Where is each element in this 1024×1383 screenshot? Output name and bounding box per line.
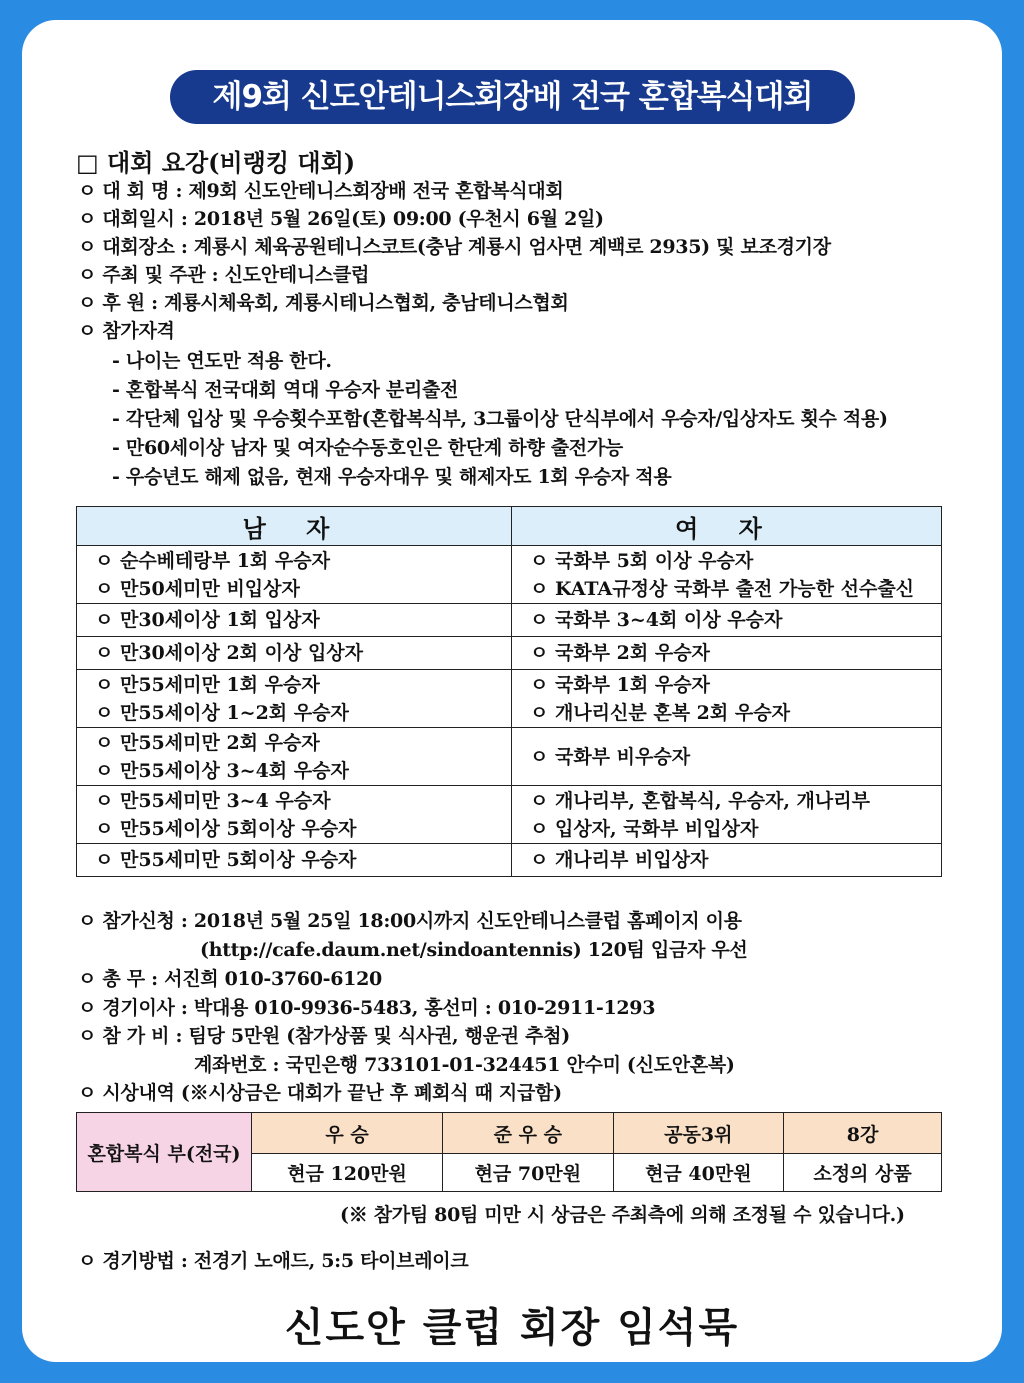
prize-value: 현금 70만원 (443, 1154, 614, 1192)
directors-info: ㅇ 경기이사 : 박대용 010-9936-5483, 홍선미 : 010-2911-1293 (78, 997, 656, 1019)
info-sponsor: ㅇ 후 원 : 계룡시체육회, 계룡시테니스협회, 충남테니스협회 (78, 292, 569, 314)
prize-heading: ㅇ 시상내역 (※시상금은 대회가 끝난 후 폐회식 때 지급함) (78, 1082, 562, 1104)
info-venue: ㅇ 대회장소 : 계룡시 체육공원테니스코트(충남 계룡시 엄사면 계백로 2935) 및 보조경기장 (78, 236, 831, 258)
manager-info: ㅇ 총 무 : 서진희 010-3760-6120 (78, 968, 382, 990)
header-female: 여 자 (512, 507, 942, 546)
prize-note: (※ 참가팀 80팀 미만 시 상금은 주최측에 의해 조정될 수 있습니다.) (340, 1204, 905, 1226)
table-row: ㅇ 만55세미만 2회 우승자 ㅇ 만55세이상 3~4회 우승자 ㅇ 국화부 비우승자 (77, 728, 942, 786)
info-event-name: ㅇ 대 회 명 : 제9회 신도안테니스회장배 전국 혼합복식대회 (78, 180, 564, 202)
prize-header: 준 우 승 (443, 1113, 614, 1154)
table-row: ㅇ 만30세이상 1회 입상자 ㅇ 국화부 3~4회 이상 우승자 (77, 604, 942, 637)
eligibility-item: - 나이는 연도만 적용 한다. (112, 350, 332, 372)
eligibility-item: - 혼합복식 전국대회 역대 우승자 분리출전 (112, 379, 459, 401)
page-title: 제9회 신도안테니스회장배 전국 혼합복식대회 (170, 70, 855, 124)
qualification-table (76, 506, 942, 877)
prize-header: 공동3위 (613, 1113, 784, 1154)
eligibility-item: - 우승년도 해제 없음, 현재 우승자대우 및 해제자도 1회 우승자 적용 (112, 466, 672, 488)
table-row: ㅇ 만55세미만 5회이상 우승자 ㅇ 개나리부 비입상자 (77, 844, 942, 877)
match-method: ㅇ 경기방법 : 전경기 노애드, 5:5 타이브레이크 (78, 1250, 469, 1272)
prize-header: 8강 (784, 1113, 942, 1154)
prize-header: 우 승 (252, 1113, 443, 1154)
apply-url: (http://cafe.daum.net/sindoantennis) 120팀 입금자 우선 (200, 939, 748, 961)
table-row: ㅇ 만55세미만 1회 우승자 ㅇ 만55세이상 1~2회 우승자 ㅇ 국화부 1회 우승자 ㅇ 개나리신분 혼복 2회 우승자 (77, 670, 942, 728)
prize-table (76, 1112, 942, 1192)
section-heading: □ 대회 요강(비랭킹 대회) (76, 148, 356, 177)
table-row: ㅇ 만30세이상 2회 이상 입상자 ㅇ 국화부 2회 우승자 (77, 637, 942, 670)
signature: 신도안 클럽 회장 임석묵 (284, 1304, 740, 1351)
fee-info: ㅇ 참 가 비 : 팀당 5만원 (참가상품 및 식사권, 행운권 추첨) (78, 1025, 570, 1047)
header-male: 남 자 (77, 507, 512, 546)
info-date: ㅇ 대회일시 : 2018년 5월 26일(토) 09:00 (우천시 6월 2일) (78, 208, 604, 230)
eligibility-item: - 각단체 입상 및 우승횟수포함(혼합복식부, 3그룹이상 단식부에서 우승자/입상자도 횟수 적용) (112, 408, 888, 430)
account-info: 계좌번호 : 국민은행 733101-01-324451 안수미 (신도안혼복) (194, 1054, 735, 1076)
prize-division: 혼합복식 부(전국) (77, 1113, 252, 1192)
info-eligibility: ㅇ 참가자격 (78, 320, 175, 342)
prize-value: 현금 40만원 (613, 1154, 784, 1192)
prize-value: 현금 120만원 (252, 1154, 443, 1192)
table-row: ㅇ 만55세미만 3~4 우승자 ㅇ 만55세이상 5회이상 우승자 ㅇ 개나리부, 혼합복식, 우승자, 개나리부 ㅇ 입상자, 국화부 비입상자 (77, 786, 942, 844)
apply-info: ㅇ 참가신청 : 2018년 5월 25일 18:00시까지 신도안테니스클럽 홈페이지 이용 (78, 910, 742, 932)
info-host: ㅇ 주최 및 주관 : 신도안테니스클럽 (78, 264, 370, 286)
eligibility-item: - 만60세이상 남자 및 여자순수동호인은 한단계 하향 출전가능 (112, 437, 623, 459)
table-row: ㅇ 순수베테랑부 1회 우승자 ㅇ 만50세미만 비입상자 ㅇ 국화부 5회 이상 우승자 ㅇ KATA규정상 국화부 출전 가능한 선수출신 (77, 546, 942, 604)
prize-value: 소정의 상품 (784, 1154, 942, 1192)
